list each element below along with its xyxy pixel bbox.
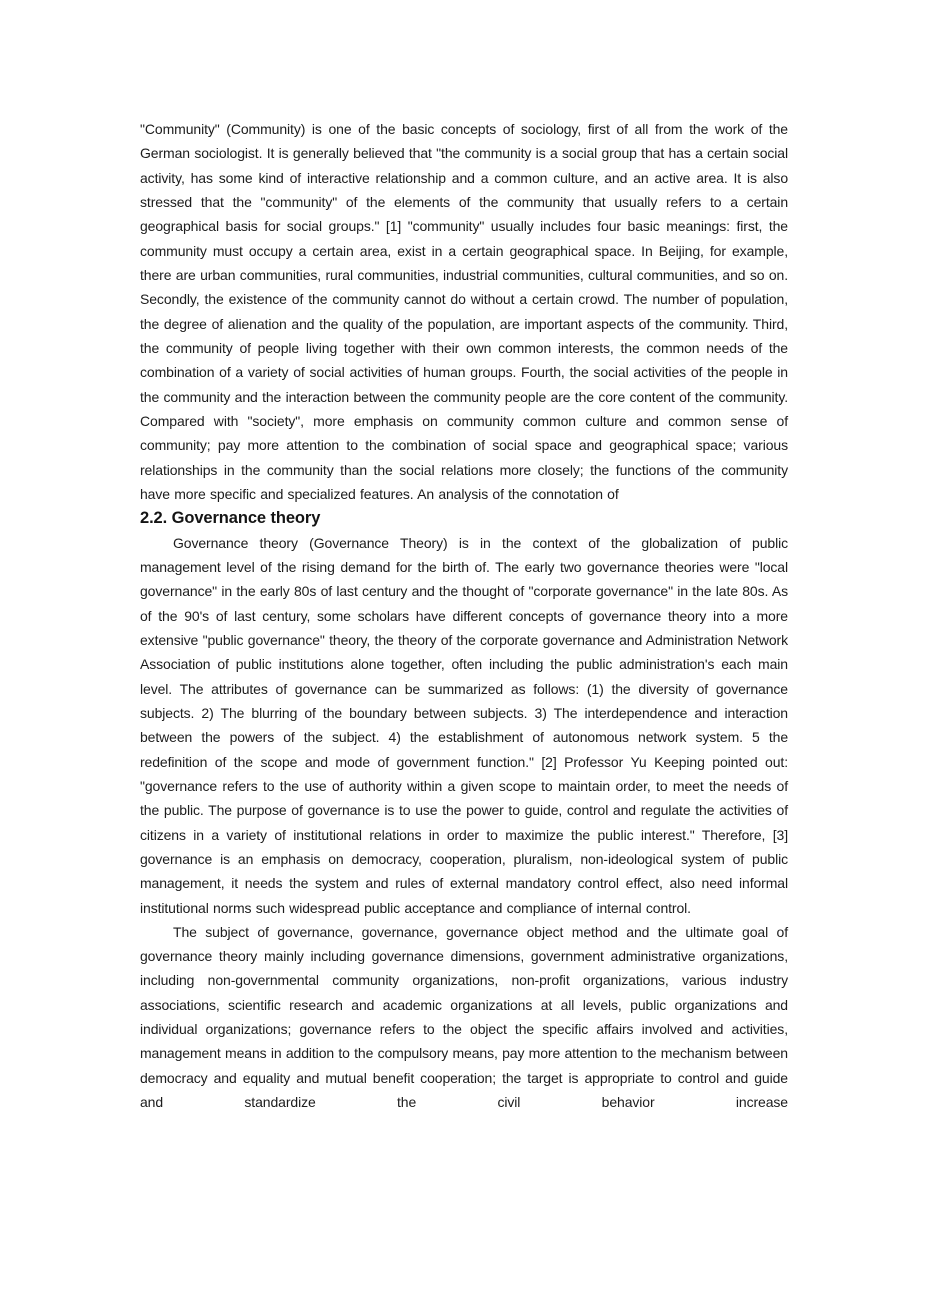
paragraph-governance-theory: Governance theory (Governance Theory) is in the context of the globalization of public management level of the rising demand for the birth of. The early two governance theories were "local governance" in the early 80s of last century and the thought of "corporate governance" in the late 80s. As of the 90's of last century, some scholars have different concepts of governance theory into a more extensive "public governance" theory, the theory of the corporate governance and Administration Network Association of public institutions alone together, often including the public administration's each main level. The attributes of governance can be summarized as follows: (1) the diversity of governance subjects. 2) The blurring of the boundary between subjects. 3) The interdependence and interaction between the powers of the subject. 4) the establishment of autonomous network system. 5 the redefinition of the scope and mode of government function." [2] Professor Yu Keeping pointed out: "governance refers to the use of authority within a given scope to maintain order, to meet the needs of the public. The purpose of governance is to use the power to guide, control and regulate the activities of citizens in a variety of institutional relations in order to maximize the public interest." Therefore, [3] governance is an emphasis on democracy, cooperation, pluralism, non-ideological system of public management, it needs the system and rules of external mandatory control effect, also need informal institutional norms such widespread public acceptance and compliance of internal control. <box>140 534 788 916</box>
paragraph-community-definition: "Community" (Community) is one of the basic concepts of sociology, first of all from the work of the German sociologist. It is generally believed that "the community is a social group that has a certain social activity, has some kind of interactive relationship and a common culture, and an active area. It is also stressed that the "community" of the elements of the community that usually refers to a certain geographical basis for social groups." [1] "community" usually includes four basic meanings: first, the community must occupy a certain area, exist in a certain geographical space. In Beijing, for example, there are urban communities, rural communities, industrial communities, cultural communities, and so on. Secondly, the existence of the community cannot do without a certain crowd. The number of population, the degree of alienation and the quality of the population, are important aspects of the community. Third, the community of people living together with their own common interests, the common needs of the combination of a variety of social activities of human groups. Fourth, the social activities of the people in the community and the interaction between the community people are the core content of the community. Compared with "society", more emphasis on community common culture and common sense of community; pay more attention to the combination of social space and geographical space; various relationships in the community than the social relations more closely; the functions of the community have more specific and specialized features. An analysis of the connotation of <box>140 121 788 502</box>
paragraph-governance-subject: The subject of governance, governance, governance object method and the ultimate goal of governance theory mainly including governance dimensions, government administrative organizations, including non-governmental community organizations, non-profit organizations, various industry associations, scientific research and academic organizations at all levels, public organizations and individual organizations; governance refers to the object the specific affairs involved and activities, management means in addition to the compulsory means, pay more attention to the mechanism between democracy and equality and mutual benefit cooperation; the target is appropriate to control and guide and standardize the civil behavior increase <box>140 923 788 1111</box>
section-heading-governance-theory: 2.2. Governance theory <box>140 509 321 528</box>
